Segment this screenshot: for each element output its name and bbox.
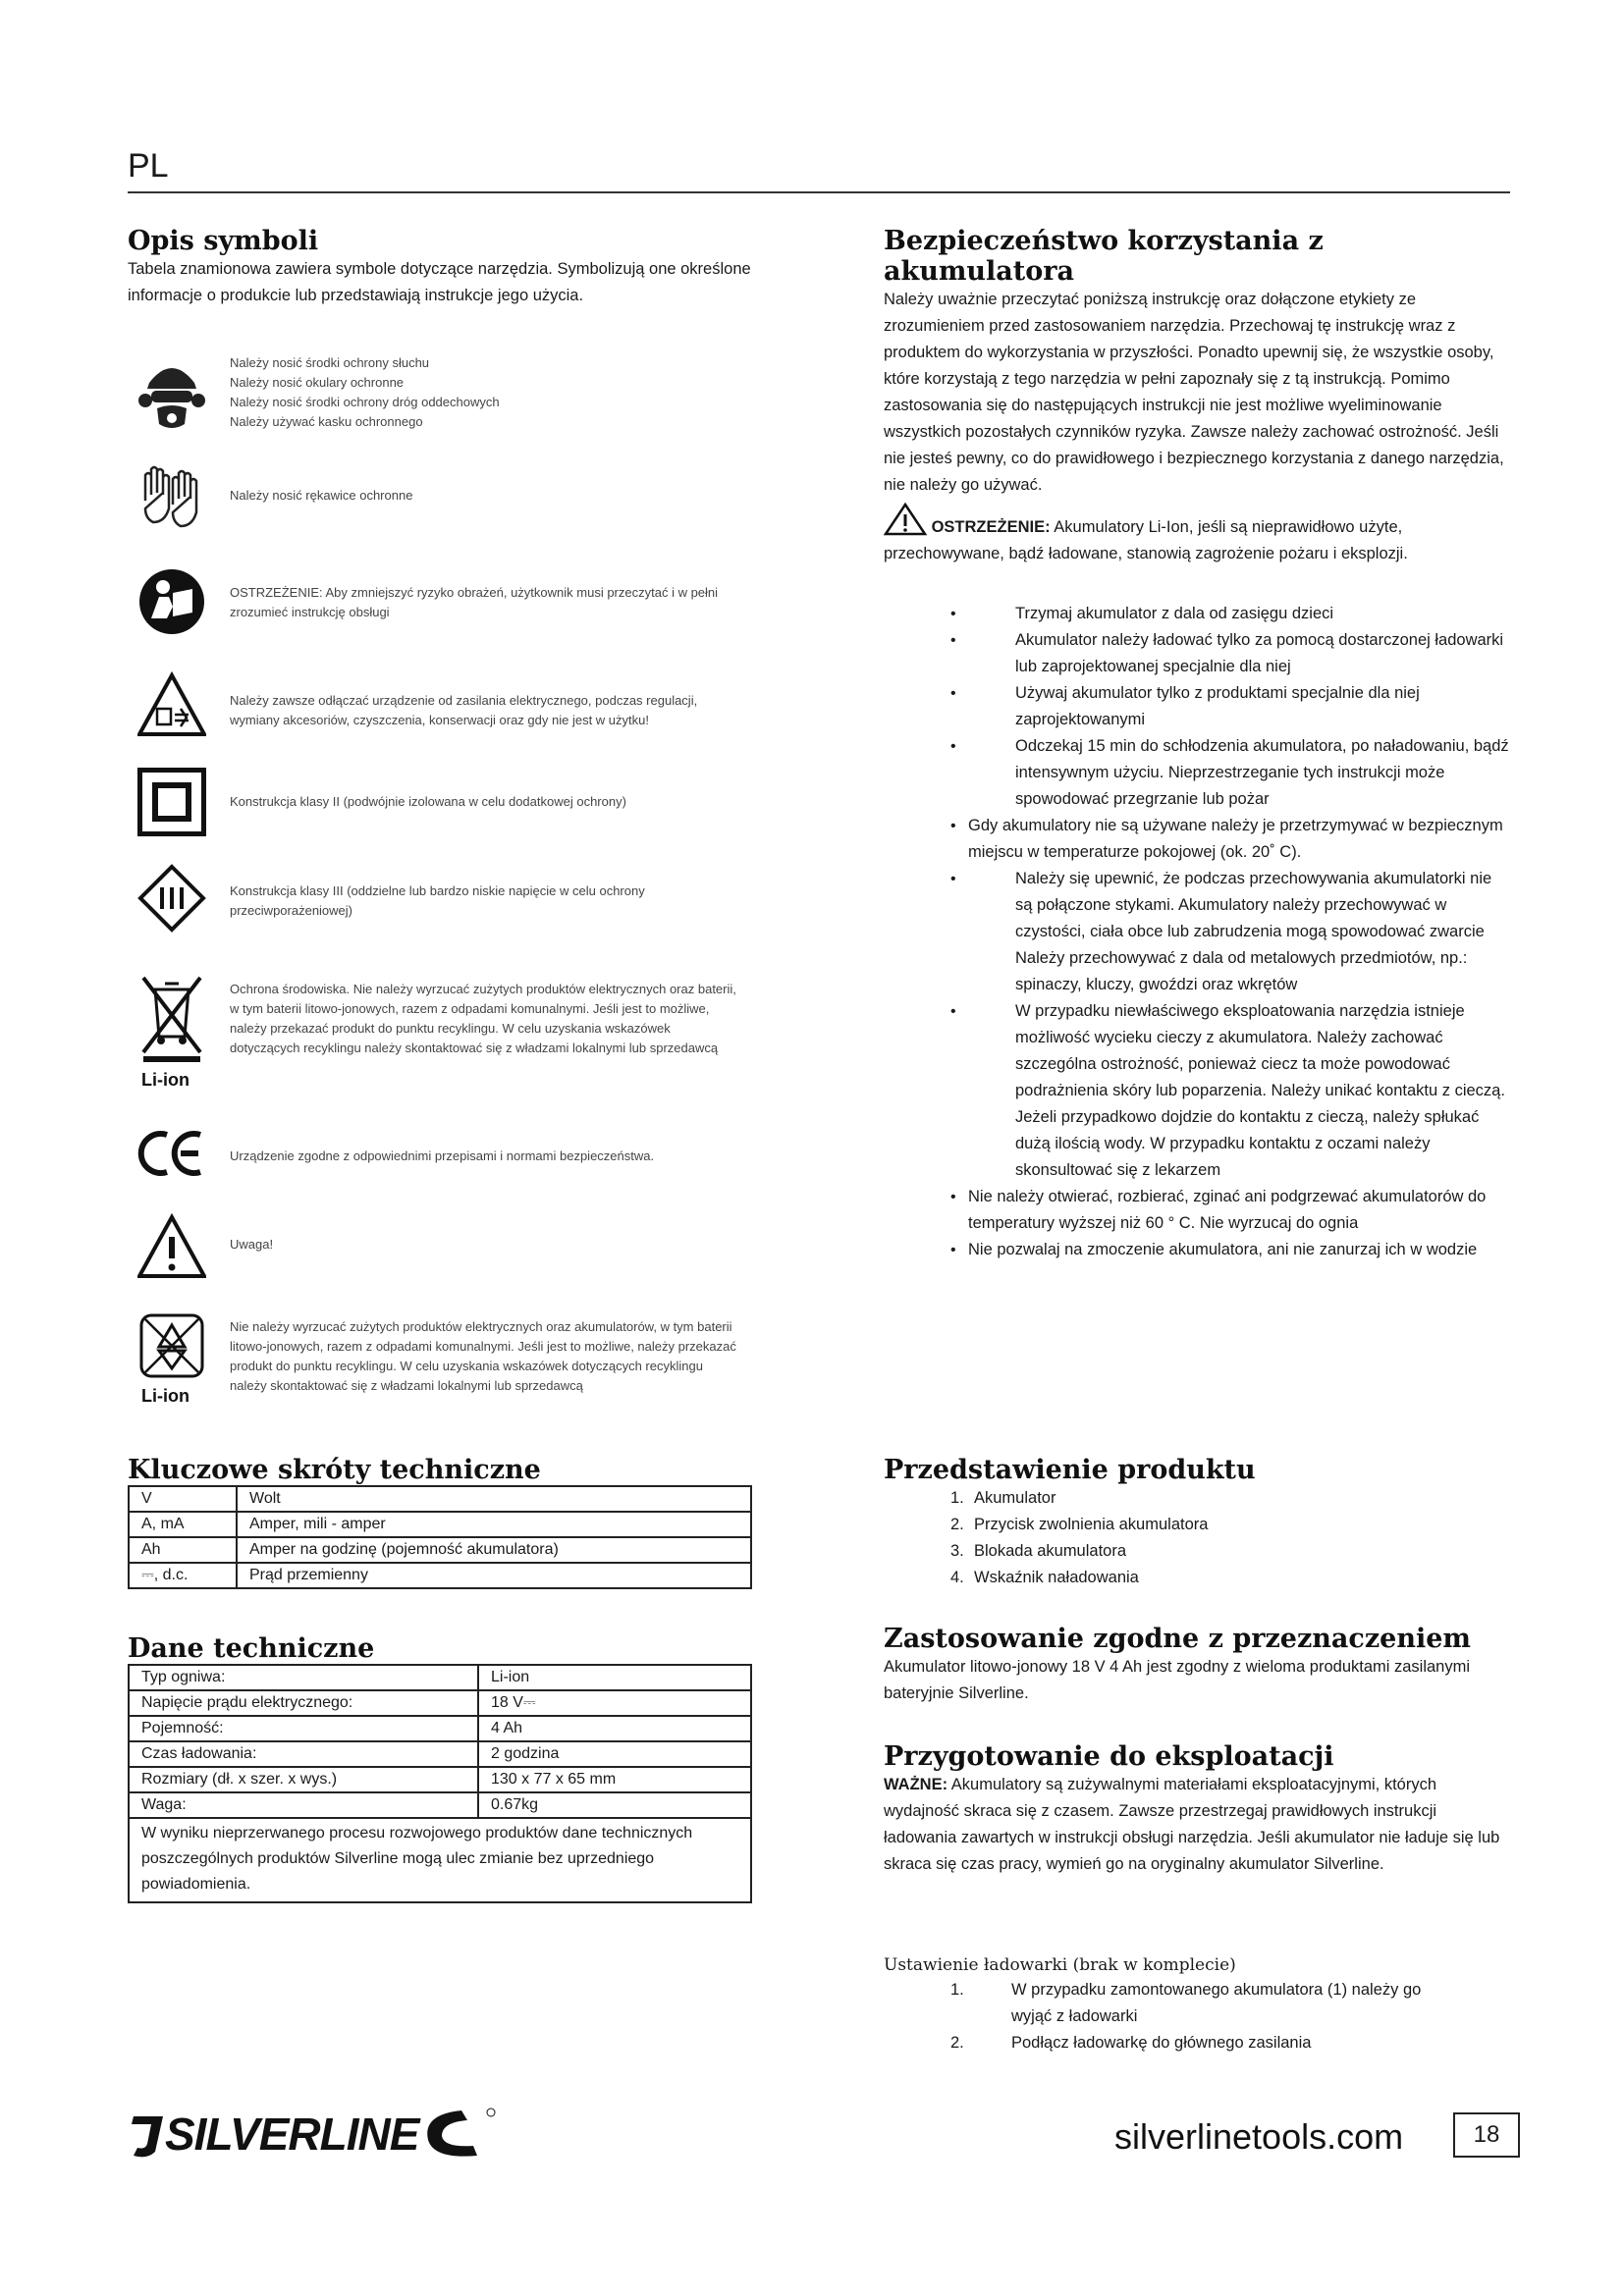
list-item: • Należy się upewnić, że podczas przechowywania akumulatorki nie są połączone stykami. Akumulatory należy przechowywać w czystości, ciała obce lub zabrudzenia mogą spowodować zwarcie Należy przechowywać z dala od metalowych przedmiotów, np.: spinaczy, kluczy, gwoździ oraz wkrętów: [950, 870, 1492, 993]
product-title: Przedstawienie produktu: [884, 1455, 1256, 1485]
warning-triangle-icon: [137, 1213, 206, 1282]
battery-safety-section: [884, 226, 1512, 499]
list-item: 3. Blokada akumulatora: [950, 1542, 1127, 1560]
symbol-description: Konstrukcja klasy III (oddzielne lub bardzo niskie napięcie w celu ochrony przeciwporażeniowej): [230, 883, 645, 918]
symbol-description: Uwaga!: [230, 1237, 274, 1252]
symbol-row: [137, 768, 766, 840]
symbols-title: Opis symboli: [128, 226, 319, 256]
svg-text:SILVERLINE: SILVERLINE: [165, 2109, 419, 2160]
table-row: ⎓, d.c. Prąd przemienny: [129, 1563, 751, 1588]
list-item: 2. Podłącz ładowarkę do głównego zasilania: [950, 2034, 1312, 2052]
symbols-intro: Tabela znamionowa zawiera symbole dotyczące narzędzia. Symbolizują one określone informacje o produkcie lub przedstawiają instrukcje jego użycia.: [128, 260, 751, 304]
table-row: A, mA Amper, mili - amper: [129, 1512, 751, 1537]
table-row: Napięcie prądu elektrycznego: 18 V⎓: [129, 1690, 751, 1716]
symbol-description: OSTRZEŻENIE: Aby zmniejszyć ryzyko obrażeń, użytkownik musi przeczytać i w pełni zrozumieć instrukcję obsługi: [230, 585, 719, 619]
table-row: Czas ładowania: 2 godzina: [129, 1741, 751, 1767]
table-row: Pojemność: 4 Ah: [129, 1716, 751, 1741]
list-item: 1. Akumulator: [950, 1489, 1056, 1507]
table-row: Waga: 0.67kg: [129, 1792, 751, 1818]
abbreviations-title: Kluczowe skróty techniczne: [128, 1455, 541, 1485]
list-item: 2. Przycisk zwolnienia akumulatora: [950, 1516, 1209, 1533]
intended-use-text: Akumulator litowo-jonowy 18 V 4 Ah jest zgodny z wieloma produktami zasilanymi bateryjnie Silverline.: [884, 1658, 1471, 1702]
table-row: Ah Amper na godzinę (pojemność akumulatora): [129, 1537, 751, 1563]
battery-safety-intro: Należy uważnie przeczytać poniższą instrukcję oraz dołączone etykiety ze zrozumieniem przed zastosowaniem narzędzia. Przechowaj tę instrukcję wraz z produktem do wykorzystania w przyszłości. Ponadto upewnij się, że wszystkie osoby, które korzystają z tego narzędzia w pełni zapoznały się z tą instrukcją. Pomimo zastosowania się do następujących instrukcji nie jest możliwe wyeliminowanie wszystkich pozostałych czynników ryzyka. Zawsze należy zachować ostrożność. Jeśli nie jesteś pewny, co do prawidłowego i bezpiecznego korzystania z danego narzędzia, nie należy go używać.: [884, 291, 1504, 494]
symbol-row: [137, 353, 766, 442]
li-ion-badge: Li-ion: [141, 1386, 189, 1406]
abbreviations-section: [128, 1455, 756, 1589]
table-row: Typ ogniwa: Li-ion: [129, 1665, 751, 1690]
header-divider: [128, 191, 1510, 193]
table-row: V Wolt: [129, 1486, 751, 1512]
list-item: • Nie pozwalaj na zmoczenie akumulatora, ani nie zanurzaj ich w wodzie: [950, 1241, 1478, 1258]
charger-steps-list: [950, 1977, 1441, 2056]
list-item: 1. W przypadku zamontowanego akumulatora (1) należy go wyjąć z ładowarki: [950, 1981, 1422, 2025]
read-manual-icon: [137, 567, 206, 636]
warning-label: OSTRZEŻENIE:: [931, 518, 1051, 536]
battery-safety-title: Bezpieczeństwo korzystania z akumulatora: [884, 226, 1324, 287]
table-row: [129, 1818, 751, 1902]
disconnect-warning-icon: [137, 671, 206, 740]
symbol-description: Urządzenie zgodne z odpowiednimi przepisami i normami bezpieczeństwa.: [230, 1148, 655, 1163]
protective-gear-icon: [137, 353, 206, 442]
symbol-description: Należy zawsze odłączać urządzenie od zasilania elektrycznego, podczas regulacji, wymiany akcesoriów, czyszczenia, konserwacji oraz gdy nie jest w użytku!: [230, 693, 698, 727]
specs-note: W wyniku nieprzerwanego procesu rozwojowego produktów dane technicznych poszczególnych produktów Silverline mogą ulec zmianie bez uprzedniego powiadomienia.: [129, 1818, 751, 1902]
weee-li-ion-icon: [137, 974, 206, 1062]
language-code: PL: [128, 147, 169, 185]
battery-safety-bullets: [950, 601, 1512, 1263]
list-item: • Używaj akumulator tylko z produktami specjalnie dla niej zaprojektowanymi: [950, 684, 1420, 728]
product-parts-list: [950, 1485, 1512, 1591]
symbol-description: Ochrona środowiska. Nie należy wyrzucać zużytych produktów elektrycznych oraz baterii, w tym baterii litowo-jonowych, razem z odpadami komunalnymi. Jeśli jest to możliwe, należy przekazać produkt do punktu recyklingu. W celu uzyskania wskazówek dotyczących recyklingu należy skontaktować się z władzami lokalnymi lub sprzedawcą: [230, 982, 736, 1055]
battery-warning: [884, 503, 1512, 567]
symbol-row: [137, 567, 766, 636]
class-ii-icon: [137, 768, 206, 836]
intended-use-section: [884, 1624, 1512, 1707]
list-item: • Akumulator należy ładować tylko za pomocą dostarczonej ładowarki lub zaprojektowanej specjalnie dla niej: [950, 631, 1504, 675]
symbol-row: [137, 1213, 766, 1282]
symbol-description: Należy nosić rękawice ochronne: [230, 488, 413, 503]
warning-triangle-icon: [884, 503, 927, 536]
list-item: 4. Wskaźnik naładowania: [950, 1569, 1139, 1586]
li-ion-badge: Li-ion: [141, 1070, 189, 1090]
page-number: 18: [1453, 2112, 1520, 2158]
list-item: • Odczekaj 15 min do schłodzenia akumulatora, po naładowaniu, bądź intensywnym użyciu. Nieprzestrzeganie tych instrukcji może spowodować przegrzanie lub pożar: [950, 737, 1509, 808]
specs-table: [128, 1664, 752, 1903]
ce-mark-icon: [137, 1129, 206, 1178]
symbol-description: Konstrukcja klasy II (podwójnie izolowana w celu dodatkowej ochrony): [230, 794, 626, 809]
silverline-logo: [128, 2101, 520, 2163]
symbol-row: [137, 1129, 766, 1188]
important-label: WAŻNE:: [884, 1776, 948, 1793]
preparation-section: [884, 1741, 1512, 1878]
symbol-description: Nie należy wyrzucać zużytych produktów elektrycznych oraz akumulatorów, w tym baterii litowo-jonowych, razem z odpadami komunalnymi. Jeśli jest to możliwe, należy przekazać produkt do punktu recyklingu. W celu uzyskania wskazówek dotyczących recyklingu należy skontaktować się z władzami lokalnymi lub sprzedawcą: [230, 1319, 736, 1393]
charger-setup-title: Ustawienie ładowarki (brak w komplecie): [884, 1955, 1236, 1975]
specs-title: Dane techniczne: [128, 1633, 375, 1664]
charger-setup-section: [884, 1953, 1512, 2056]
symbol-row: [137, 974, 766, 1101]
list-item: • W przypadku niewłaściwego eksploatowania narzędzia istnieje możliwość wycieku cieczy z akumulatora. Należy zachować szczególna ostrożność, ponieważ ciecz ta może powodować podrażnienia skóry lub poparzenia. Należy unikać kontaktu z cieczą. Jeżeli przypadkowo dojdzie do kontaktu z cieczą, należy spłukać dużą ilością wody. W przypadku kontaktu z oczami należy skonsultować się z lekarzem: [950, 1002, 1505, 1179]
product-section: [884, 1455, 1512, 1591]
gloves-icon: [137, 461, 206, 530]
symbol-row: [137, 671, 766, 750]
symbol-description: Należy nosić środki ochrony słuchu Należy nosić okulary ochronne Należy nosić środki ochrony dróg oddechowych Należy używać kasku ochronnego: [230, 355, 500, 429]
preparation-text: Akumulatory są zużywalnymi materiałami eksploatacyjnymi, których wydajność skraca się z czasem. Zawsze przestrzegaj prawidłowych instrukcji ładowania zawartych w instrukcji obsługi narzędzia. Jeśli akumulator nie ładuje się lub skraca się czas pracy, wymień go na oryginalny akumulator Silverline.: [884, 1776, 1500, 1873]
website-url[interactable]: silverlinetools.com: [1114, 2116, 1404, 2157]
warning-text: Akumulatory Li-Ion, jeśli są nieprawidłowo użyte, przechowywane, bądź ładowane, stanowią zagrożenie pożaru i eksplozji.: [884, 518, 1408, 562]
recycle-li-ion-icon: [137, 1311, 206, 1380]
list-item: • Nie należy otwierać, rozbierać, zginać ani podgrzewać akumulatorów do temperatury wyższej niż 60 ° C. Nie wyrzucaj do ognia: [950, 1188, 1487, 1232]
symbol-row: [137, 461, 766, 530]
symbol-row: [137, 864, 766, 942]
preparation-title: Przygotowanie do eksploatacji: [884, 1741, 1334, 1772]
intended-use-title: Zastosowanie zgodne z przeznaczeniem: [884, 1624, 1471, 1654]
symbols-section: [128, 226, 756, 309]
symbol-row: [137, 1311, 766, 1419]
abbreviations-table: [128, 1485, 752, 1589]
table-row: Rozmiary (dł. x szer. x wys.) 130 x 77 x 65 mm: [129, 1767, 751, 1792]
list-item: • Trzymaj akumulator z dala od zasięgu dzieci: [950, 605, 1334, 622]
specs-section: [128, 1633, 756, 1903]
list-item: • Gdy akumulatory nie są używane należy je przetrzymywać w bezpiecznym miejscu w temperaturze pokojowej (ok. 20˚ C).: [950, 817, 1503, 861]
class-iii-icon: [137, 864, 206, 933]
